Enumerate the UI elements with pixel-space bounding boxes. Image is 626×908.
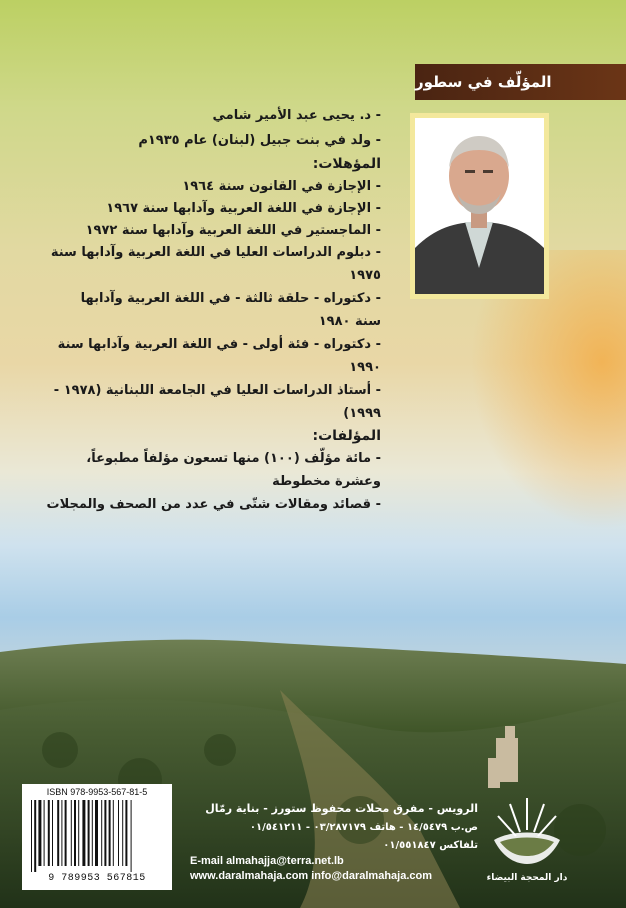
- barcode-image: [29, 800, 165, 872]
- publisher-website: www.daralmahaja.com info@daralmahaja.com: [190, 870, 433, 882]
- bio-line: - دبلوم الدراسات العليا في اللغة العربية وآدابها سنة: [50, 245, 381, 260]
- bio-line: ١٩٧٥: [349, 268, 381, 283]
- isbn-barcode-box: [22, 784, 172, 890]
- bio-line: - الإجازة في القانون سنة ١٩٦٤: [182, 179, 381, 194]
- bio-line: - الماجستير في اللغة العربية وآدابها سنة ١٩٧٢: [85, 223, 381, 238]
- bio-line: ١٩٩٠: [349, 360, 381, 375]
- publisher-fax: تلفاكس ٠١/٥٥١٨٤٧: [383, 840, 478, 851]
- publisher-email: E-mail almahajja@terra.net.lb: [190, 855, 344, 867]
- isbn-label: ISBN 978-9953-567-81-5: [46, 787, 148, 797]
- author-section-header: [415, 64, 626, 100]
- header-title: المؤلّف في سطور: [415, 73, 552, 91]
- bio-heading-works: المؤلفات:: [312, 428, 381, 444]
- bio-line: - دكتوراه - فئة أولى - في اللغة العربية وآدابها سنة: [57, 337, 381, 352]
- author-photo: [410, 113, 549, 299]
- bio-line: - د. يحيى عبد الأمير شامي: [212, 108, 381, 123]
- bio-line: - ولد في بنت جبيل (لبنان) عام ١٩٣٥م: [138, 133, 381, 148]
- bio-heading-qualifications: المؤهلات:: [312, 156, 381, 172]
- bio-line: - مائة مؤلّف (١٠٠) منها تسعون مؤلفاً مطبوعاً،: [86, 451, 381, 466]
- publisher-logo: [480, 790, 575, 895]
- publisher-logo-text: دار المحجة البيضاء: [486, 873, 568, 883]
- barcode-digits: 9 789953 567815: [48, 873, 146, 884]
- bio-line: - قصائد ومقالات شتّى في عدد من الصحف والمجلات: [46, 497, 381, 512]
- bio-line: وعشرة مخطوطة: [272, 474, 381, 489]
- bio-line: سنة ١٩٨٠: [318, 314, 381, 329]
- bio-line: - الإجازة في اللغة العربية وآدابها سنة ١٩٦٧: [106, 201, 381, 216]
- bio-line: - دكتوراه - حلقة ثالثة - في اللغة العربية وآدابها: [80, 291, 381, 306]
- publisher-phone: ص.ب ١٤/٥٤٧٩ - هاتف ٠٣/٢٨٧١٧٩ - ٠١/٥٤١٢١١: [249, 822, 478, 833]
- publisher-address: الرويس - مفرق محلات محفوظ ستورز - بناية رمّال: [205, 802, 478, 815]
- bio-line: - أستاذ الدراسات العليا في الجامعة اللبنانية (١٩٧٨ -: [53, 383, 381, 398]
- bio-line: ١٩٩٩): [343, 406, 381, 421]
